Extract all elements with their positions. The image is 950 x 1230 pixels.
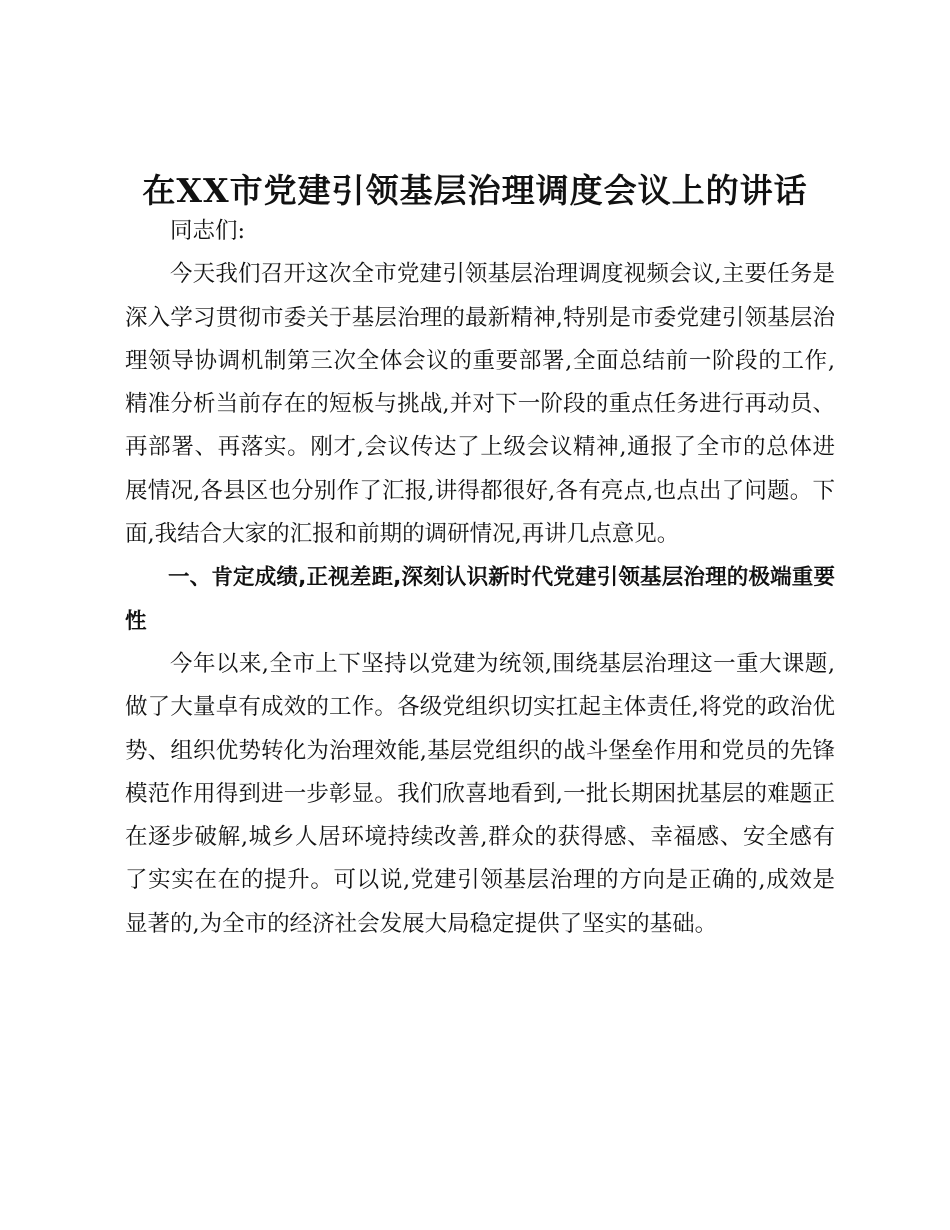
intro-paragraph: 今天我们召开这次全市党建引领基层治理调度视频会议,主要任务是深入学习贯彻市委关于基层治理的最新精神,特别是市委党建引领基层治理领导协调机制第三次全体会议的重要部署,全面总结前一阶段的工作,精准分析当前存在的短板与挑战,并对下一阶段的重点任务进行再动员、再部署、再落实。刚才,会议传达了上级会议精神,通报了全市的总体进展情况,各县区也分别作了汇报,讲得都很好,各有亮点,也点出了问题。下面,我结合大家的汇报和前期的调研情况,再讲几点意见。 [125,261,835,548]
salutation-paragraph: 同志们: [170,218,246,244]
section-heading: 一、肯定成绩,正视差距,深刻认识新时代党建引领基层治理的极端重要性 [125,565,835,634]
document-title: 在XX市党建引领基层治理调度会议上的讲话 [142,171,808,210]
document-body [125,210,835,946]
body-paragraph: 今年以来,全市上下坚持以党建为统领,围绕基层治理这一重大课题,做了大量卓有成效的工作。各级党组织切实扛起主体责任,将党的政治优势、组织优势转化为治理效能,基层党组织的战斗堡垒作用和党员的先锋模范作用得到进一步彰显。我们欣喜地看到,一批长期困扰基层的难题正在逐步破解,城乡人居环境持续改善,群众的获得感、幸福感、安全感有了实实在在的提升。可以说,党建引领基层治理的方向是正确的,成效是显著的,为全市的经济社会发展大局稳定提供了坚实的基础。 [125,650,835,937]
